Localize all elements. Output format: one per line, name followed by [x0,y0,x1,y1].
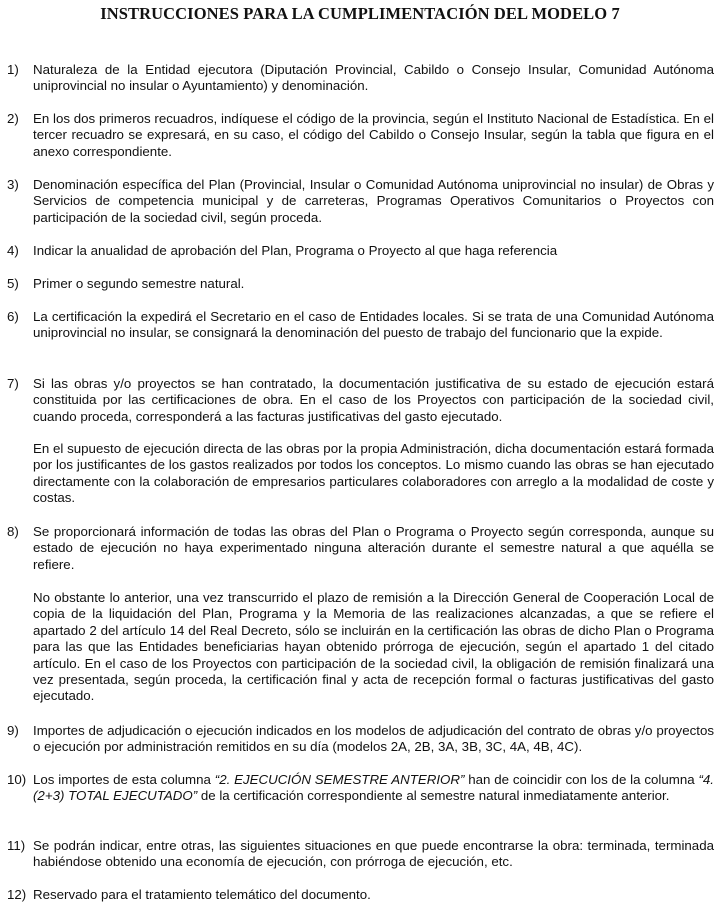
item-number: 1) [7,62,19,77]
item-number: 3) [7,177,19,192]
item-text: Si las obras y/o proyectos se han contratado, la documentación justificativa de su estado de ejecución estará constituida por las certificaciones de obra. En el caso de los Proyectos con participación de la sociedad civil, cuando proceda, corresponderá a las facturas justificativas del gasto ejecutado. [33,376,714,424]
column-reference: “4.(2+3) TOTAL EJECUTADO” [33,772,714,804]
item-text: Denominación específica del Plan (Provincial, Insular o Comunidad Autónoma uniprovincial no insular) de Obras y Servicios de competencia municipal y de carreteras, Programas Operativos Comunitarios o Proyectos con participación de la sociedad civil, según proceda. [33,177,714,225]
column-reference: “2. EJECUCIÓN SEMESTRE ANTERIOR” [214,772,465,787]
item-text [33,772,714,805]
item-text-part: de la certificación correspondiente al semestre natural inmediatamente anterior. [197,788,670,804]
item-text: La certificación la expedirá el Secretario en el caso de Entidades locales. Si se trata de una Comunidad Autónoma uniprovincial no insular, se consignará la denominación del puesto de trabajo del funcionario que la expide. [33,309,714,341]
item-text: Naturaleza de la Entidad ejecutora (Diputación Provincial, Cabildo o Consejo Insular, Comunidad Autónoma uniprovincial no insular o Ayuntamiento) y denominación. [33,62,714,94]
item-number: 6) [7,309,19,324]
item-number: 7) [7,376,19,391]
item-text: Indicar la anualidad de aprobación del Plan, Programa o Proyecto al que haga referencia [33,243,558,258]
item-number: 10) [7,772,27,787]
page-title: INSTRUCCIONES PARA LA CUMPLIMENTACIÓN DEL MODELO 7 [100,4,620,23]
item-text-part: Los importes de esta columna [33,772,215,787]
item-text: En el supuesto de ejecución directa de las obras por la propia Administración, dicha documentación estará formada por los justificantes de los gastos realizados por todos los conceptos. Lo mismo cuando las obras se han ejecutado directamente con la colaboración de empresarios particulares colaboradores con arreglo a la modalidad de coste y costas. [33,441,714,506]
item-number: 8) [7,524,19,539]
item-text: En los dos primeros recuadros, indíquese el código de la provincia, según el Instituto Nacional de Estadística. En el tercer recuadro se expresará, en su caso, el código del Cabildo o Consejo Insular, según la tabla que figura en el anexo correspondiente. [33,111,714,159]
item-text: Se podrán indicar, entre otras, las siguientes situaciones en que puede encontrarse la obra: terminada, terminada habiéndose obtenido una economía de ejecución, con prórroga de ejecución, etc. [33,838,714,870]
item-text-part: han de coincidir con los de la columna [464,772,699,787]
item-number: 9) [7,723,19,738]
item-text: Reservado para el tratamiento telemático del documento. [33,887,371,902]
item-number: 5) [7,276,19,291]
item-text: No obstante lo anterior, una vez transcurrido el plazo de remisión a la Dirección General de Cooperación Local de copia de la liquidación del Plan, Programa y la Memoria de las realizaciones alcanzadas, a que se refiere el apartado 2 del artículo 14 del Real Decreto, sólo se incluirán en la certificación las obras de dicho Plan o Programa para las que las Entidades beneficiarias hayan obtenido prórroga de ejecución, según el apartado 1 del citado artículo. En el caso de los Proyectos con participación de la sociedad civil, la obligación de remisión finalizará una vez presentada, según proceda, la certificación final y acta de recepción formal o facturas justificativas del gasto ejecutado. [33,590,714,704]
item-number: 12) [7,887,27,902]
item-text: Primer o segundo semestre natural. [33,276,245,291]
item-number: 2) [7,111,19,126]
item-number: 11) [7,838,26,853]
item-number: 4) [7,243,19,258]
item-text: Importes de adjudicación o ejecución indicados en los modelos de adjudicación del contrato de obras y/o proyectos o ejecución por administración remitidos en su día (modelos 2A, 2B, 3A, 3B, 3C, 4A, 4B, 4C). [33,723,714,755]
item-text: Se proporcionará información de todas las obras del Plan o Programa o Proyecto según corresponda, aunque su estado de ejecución no haya experimentado ninguna alteración durante el semestre natural a que aquélla se refiere. [33,524,714,572]
